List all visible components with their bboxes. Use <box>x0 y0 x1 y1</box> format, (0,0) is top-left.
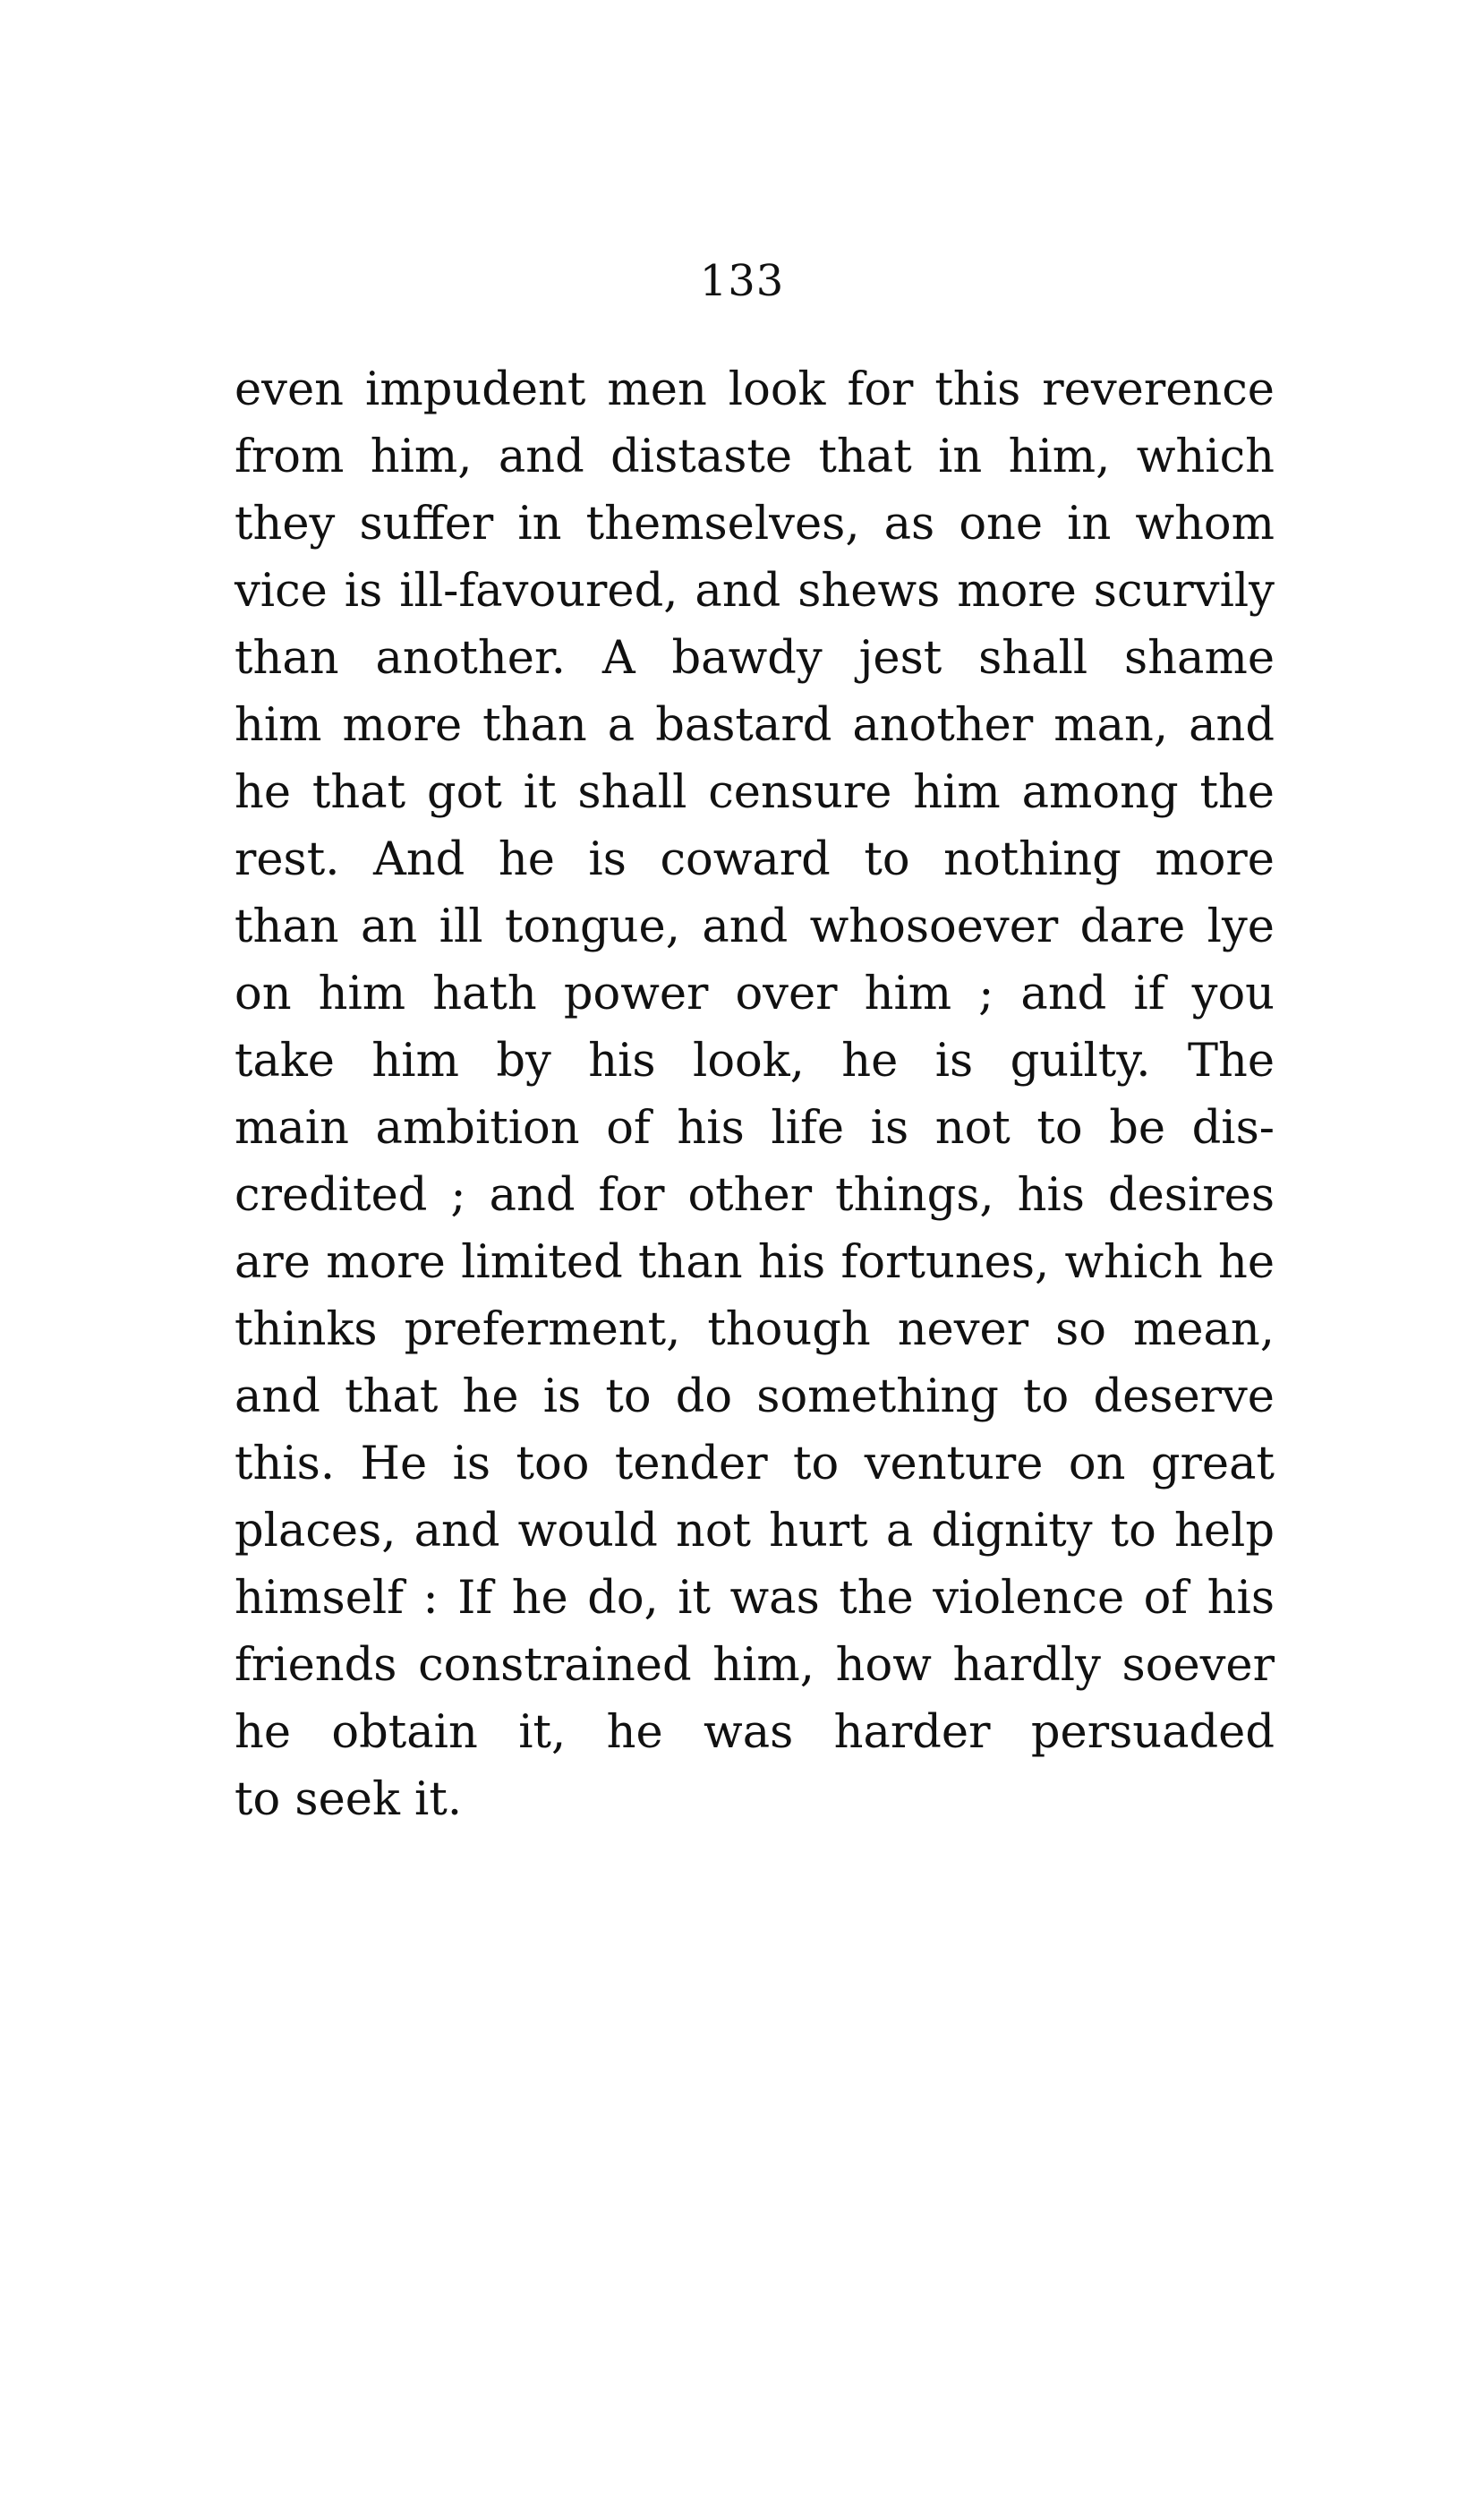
text-line: credited ; and for other things, his desires <box>235 1169 1275 1222</box>
text-line: to seek it. <box>235 1773 463 1826</box>
text-line: and that he is to do something to deserve <box>235 1370 1275 1423</box>
text-line: main ambition of his life is not to be dis- <box>235 1102 1275 1155</box>
text-line: vice is ill-favoured, and shews more scurvily <box>235 565 1275 618</box>
text-line: friends constrained him, how hardly soever <box>235 1639 1275 1692</box>
text-line: thinks preferment, though never so mean, <box>235 1303 1275 1356</box>
text-line: they suffer in themselves, as one in whom <box>235 498 1275 551</box>
body-text <box>235 356 1275 1833</box>
text-line: on him hath power over him ; and if you <box>235 968 1275 1020</box>
text-line: he obtain it, he was harder persuaded <box>235 1706 1275 1759</box>
text-line: this. He is too tender to venture on great <box>235 1438 1275 1490</box>
text-line: are more limited than his fortunes, which he <box>235 1236 1275 1289</box>
text-line: than an ill tongue, and whosoever dare lye <box>235 901 1275 953</box>
page-number: 133 <box>699 256 785 306</box>
text-line: him more than a bastard another man, and <box>235 699 1275 752</box>
text-line: he that got it shall censure him among the <box>235 766 1275 819</box>
text-line: rest. And he is coward to nothing more <box>235 833 1275 886</box>
text-line: even impudent men look for this reverence <box>235 363 1275 416</box>
text-line: places, and would not hurt a dignity to help <box>235 1505 1275 1558</box>
text-line: take him by his look, he is guilty. The <box>235 1035 1275 1088</box>
text-line: than another. A bawdy jest shall shame <box>235 632 1275 685</box>
text-line: himself : If he do, it was the violence of his <box>235 1572 1275 1625</box>
text-line: from him, and distaste that in him, which <box>235 431 1275 483</box>
